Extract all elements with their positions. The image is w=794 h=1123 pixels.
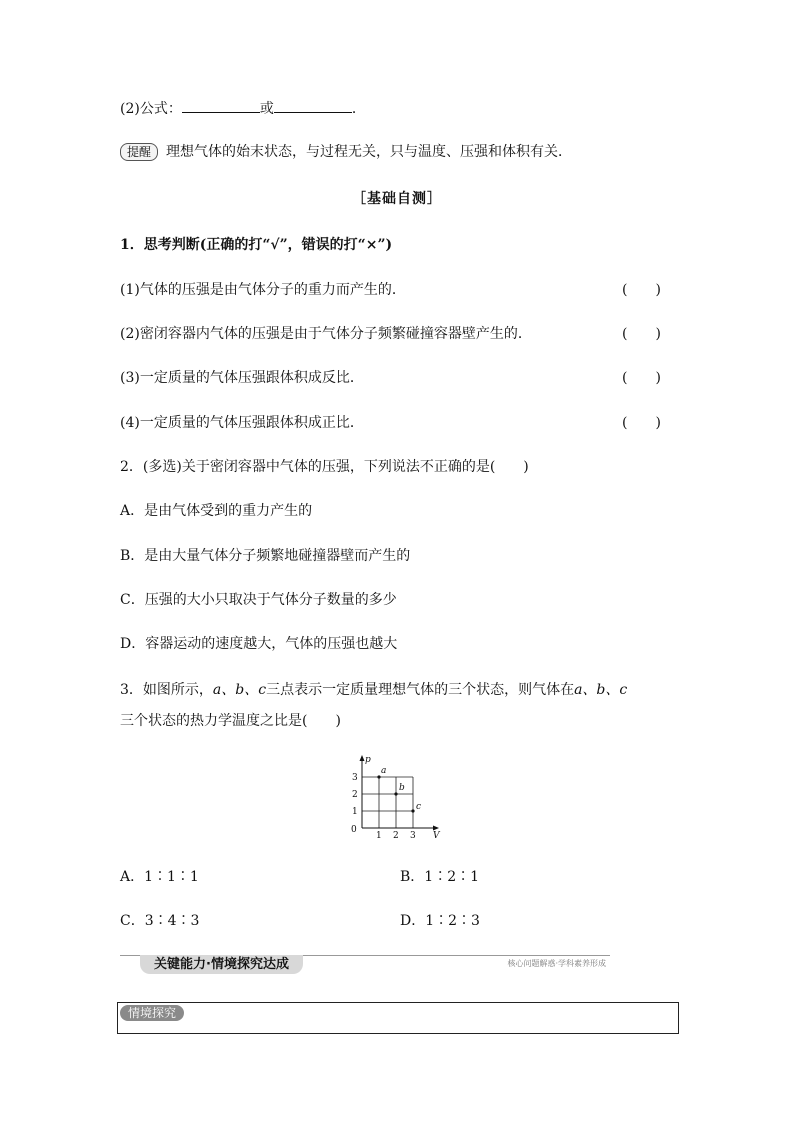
reminder-badge: 提醒 (120, 143, 158, 161)
q2-stem: 2．(多选)关于密闭容器中气体的压强，下列说法不正确的是( ) (120, 459, 529, 475)
x-tick-2: 2 (393, 831, 399, 841)
formula-blank-2[interactable] (274, 98, 352, 113)
point-c (411, 809, 414, 812)
q1-item-1: (1)气体的压强是由气体分子的重力而产生的． (120, 282, 406, 298)
section-header-bar (120, 952, 610, 976)
x-axis-arrow (433, 826, 439, 831)
point-a-label: a (381, 766, 387, 776)
section-header-note: 核心问题解惑·学科素养形成 (507, 959, 606, 968)
y-axis-arrow (360, 755, 365, 761)
formula-end: ． (351, 101, 366, 117)
pv-graph (340, 752, 450, 844)
q1-item-2: (2)密闭容器内气体的压强是由于气体分子频繁碰撞容器壁产生的． (120, 326, 532, 342)
q1-title: 1．思考判断(正确的打“√”，错误的打“×”) (120, 237, 393, 253)
q1-item-4: (4)一定质量的气体压强跟体积成正比． (120, 415, 364, 431)
y-tick-2: 2 (352, 790, 358, 800)
q1-item-1-answer[interactable]: ( ) (622, 282, 661, 298)
formula-blank-1[interactable] (182, 98, 260, 113)
point-b (394, 792, 397, 795)
q3-stem-b: 三点表示一定质量理想气体的三个状态，则气体在 (266, 682, 575, 698)
q3-option-d[interactable]: D．1∶2∶3 (400, 913, 480, 929)
q2-option-b[interactable]: B．是由大量气体分子频繁地碰撞器壁而产生的 (120, 548, 411, 564)
y-tick-3: 3 (352, 773, 358, 783)
y-tick-1: 1 (352, 807, 358, 817)
q1-item-3: (3)一定质量的气体压强跟体积成反比． (120, 370, 364, 386)
q1-item-3-answer[interactable]: ( ) (622, 370, 661, 386)
q2-option-d[interactable]: D．容器运动的速度越大，气体的压强也越大 (120, 636, 398, 652)
q3-option-a[interactable]: A．1∶1∶1 (120, 869, 199, 885)
q3-stem-a: 3．如图所示， (120, 682, 213, 698)
scenario-box-tab: 情境探究 (120, 1005, 184, 1021)
origin-label: 0 (351, 825, 357, 835)
formula-line (120, 98, 366, 119)
point-b-label: b (399, 783, 405, 793)
q3-abc-1: a、b、c (212, 682, 267, 698)
x-tick-1: 1 (376, 831, 382, 841)
section-header-tab: 关键能力·情境探究达成 (140, 955, 303, 974)
formula-or: 或 (259, 101, 274, 117)
q1-item-2-answer[interactable]: ( ) (622, 326, 661, 342)
q3-stem-line-1 (120, 680, 627, 700)
q2-option-c[interactable]: C．压强的大小只取决于气体分子数量的多少 (120, 592, 397, 608)
q3-option-c[interactable]: C．3∶4∶3 (120, 913, 200, 929)
formula-prefix: (2)公式： (120, 101, 182, 117)
q2-option-a[interactable]: A．是由气体受到的重力产生的 (120, 503, 313, 519)
scenario-box (117, 1002, 679, 1034)
x-tick-3: 3 (410, 831, 416, 841)
point-c-label: c (416, 802, 422, 812)
q3-abc-2: a、b、c (574, 682, 628, 698)
x-axis-label: V (433, 831, 440, 841)
section-title: ［基础自测］ (352, 191, 442, 207)
graph-grid (362, 777, 413, 828)
reminder-text: 理想气体的始末状态，与过程无关，只与温度、压强和体积有关． (166, 144, 573, 160)
y-axis-label: p (365, 755, 371, 765)
reminder-line (120, 142, 572, 162)
q3-stem-line-2: 三个状态的热力学温度之比是( ) (120, 713, 341, 729)
q3-option-b[interactable]: B．1∶2∶1 (400, 869, 480, 885)
q1-item-4-answer[interactable]: ( ) (622, 415, 661, 431)
